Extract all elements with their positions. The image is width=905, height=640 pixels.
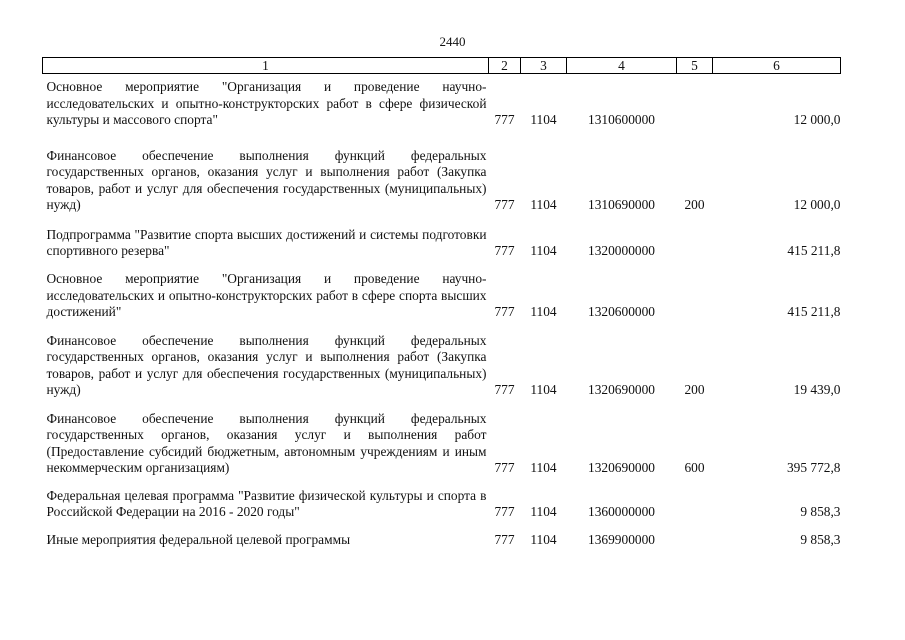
row-expense-type (677, 483, 713, 527)
row-section-code: 1104 (530, 243, 557, 258)
budget-table (42, 57, 841, 555)
row-ministry-code: 777 (494, 504, 515, 519)
header-col-6: 6 (713, 58, 841, 74)
row-amount: 395 772,8 (786, 460, 841, 475)
row-ministry-code: 777 (494, 112, 515, 127)
row-amount: 12 000,0 (793, 197, 841, 212)
row-amount: 415 211,8 (787, 304, 841, 319)
table-row (43, 220, 841, 266)
row-section-code: 1104 (530, 460, 557, 475)
row-name: Основное мероприятие "Организация и проведение научно-исследовательских и опытно-конструкторских работ в сфере спорта высших достижений" (46, 271, 487, 319)
row-section-code: 1104 (530, 532, 557, 547)
table-row (43, 483, 841, 527)
page-number: 2440 (439, 34, 466, 49)
row-section-code: 1104 (530, 382, 557, 397)
table-row (43, 527, 841, 555)
row-ministry-code: 777 (494, 243, 515, 258)
header-col-5: 5 (677, 58, 713, 74)
row-ministry-code: 777 (494, 197, 515, 212)
row-section-code: 1104 (530, 197, 557, 212)
row-target-code: 1320690000 (588, 460, 655, 475)
row-target-code: 1320690000 (588, 382, 655, 397)
row-expense-type (677, 220, 713, 266)
row-name: Подпрограмма "Развитие спорта высших достижений и системы подготовки спортивного резерва" (46, 226, 487, 258)
row-amount: 9 858,3 (800, 532, 841, 547)
header-col-2: 2 (489, 58, 521, 74)
row-ministry-code: 777 (494, 382, 515, 397)
row-amount: 415 211,8 (787, 243, 841, 258)
row-expense-type (677, 74, 713, 135)
row-ministry-code: 777 (494, 460, 515, 475)
table-row (43, 327, 841, 405)
row-name: Финансовое обеспечение выполнения функций федеральных государственных органов, оказания услуг и выполнения работ (Закупка товаров, работ и услуг для обеспечения государственных (муниципальных) нужд) (46, 332, 487, 397)
row-target-code: 1320600000 (588, 304, 655, 319)
row-target-code: 1310690000 (588, 197, 655, 212)
row-target-code: 1310600000 (588, 112, 655, 127)
row-target-code: 1360000000 (588, 504, 655, 519)
header-col-4: 4 (567, 58, 677, 74)
table-body (43, 74, 841, 555)
row-amount: 19 439,0 (793, 382, 841, 397)
row-expense-type: 600 (684, 460, 705, 475)
row-amount: 12 000,0 (793, 112, 841, 127)
row-ministry-code: 777 (494, 532, 515, 547)
table-row (43, 135, 841, 220)
row-expense-type: 200 (684, 197, 705, 212)
row-section-code: 1104 (530, 504, 557, 519)
row-name: Иные мероприятия федеральной целевой программы (46, 532, 351, 547)
row-name: Основное мероприятие "Организация и проведение научно-исследовательских и опытно-конструкторских работ в сфере физической культуры и массового спорта" (46, 79, 487, 127)
row-target-code: 1320000000 (588, 243, 655, 258)
row-ministry-code: 777 (494, 304, 515, 319)
row-section-code: 1104 (530, 304, 557, 319)
row-target-code: 1369900000 (588, 532, 655, 547)
row-amount: 9 858,3 (800, 504, 841, 519)
row-name: Финансовое обеспечение выполнения функций федеральных государственных органов, оказания услуг и выполнения работ (Закупка товаров, работ и услуг для обеспечения государственных (муниципальных) нужд) (46, 147, 487, 212)
table-header (43, 58, 841, 74)
header-row (43, 58, 841, 74)
table-row (43, 74, 841, 135)
table-row (43, 266, 841, 327)
row-section-code: 1104 (530, 112, 557, 127)
row-expense-type: 200 (684, 382, 705, 397)
row-name: Финансовое обеспечение выполнения функций федеральных государственных органов, оказания услуг и выполнения работ (Предоставление субсидий бюджетным, автономным учреждениям и иным некоммерческим организациям) (46, 410, 487, 475)
header-col-3: 3 (521, 58, 567, 74)
header-col-1: 1 (43, 58, 489, 74)
row-expense-type (677, 266, 713, 327)
row-expense-type (677, 527, 713, 555)
row-name: Федеральная целевая программа "Развитие физической культуры и спорта в Российской Федерации на 2016 - 2020 годы" (46, 487, 487, 519)
table-row (43, 405, 841, 483)
